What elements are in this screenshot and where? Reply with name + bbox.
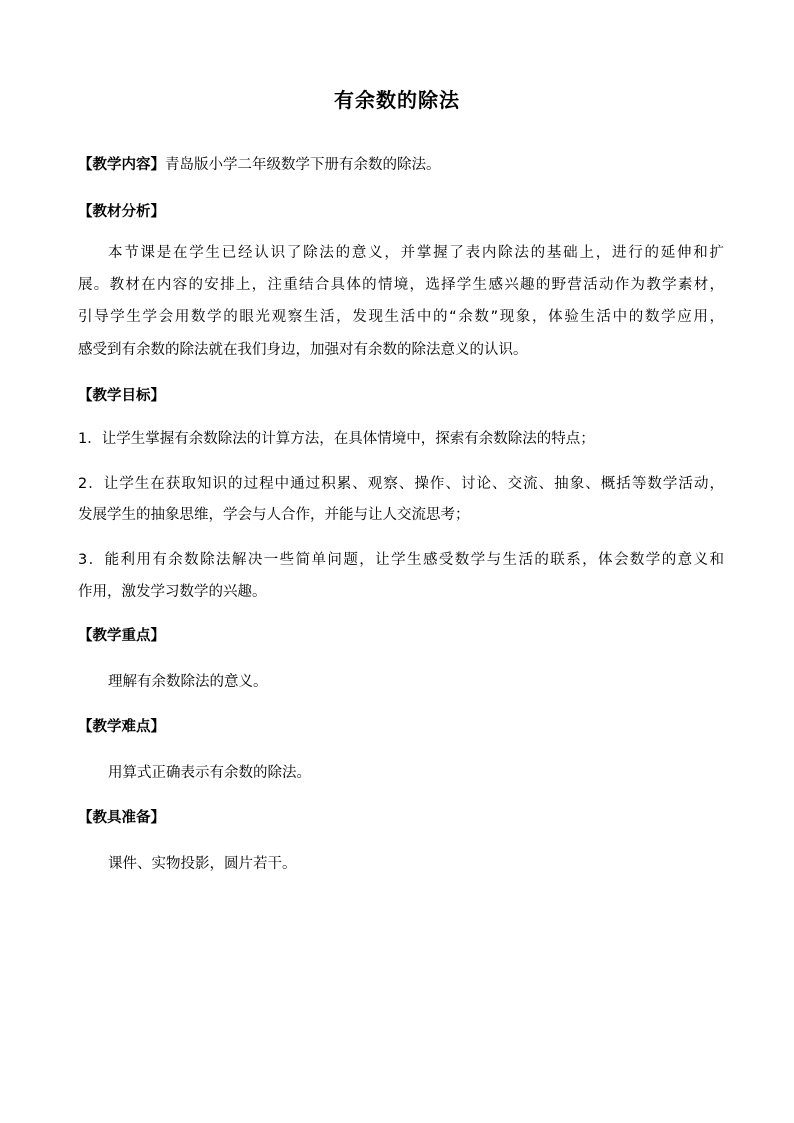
goal-2-line-2: 发展学生的抽象思维，学会与人合作，并能与让人交流思考；	[78, 507, 470, 523]
teaching-content-text: 青岛版小学二年级数学下册有余数的除法。	[165, 157, 441, 173]
teaching-content-line	[78, 155, 724, 175]
analysis-line-4: 感受到有余数的除法就在我们身边，加强对有余数的除法意义的认识。	[78, 342, 528, 358]
analysis-line-2: 展。教材在内容的安排上，注重结合具体的情境，选择学生感兴趣的野营活动作为教学素材，	[78, 277, 724, 293]
tools-heading: 【教具准备】	[78, 810, 165, 826]
tools-text: 课件、实物投影，圆片若干。	[108, 856, 297, 872]
document-title: 有余数的除法	[334, 88, 460, 112]
key-point-heading: 【教学重点】	[78, 628, 165, 644]
goals-heading: 【教学目标】	[78, 388, 165, 404]
goal-3-line-2: 作用，激发学习数学的兴趣。	[78, 584, 267, 600]
difficulty-text: 用算式正确表示有余数的除法。	[108, 765, 311, 781]
teaching-content-label: 【教学内容】	[78, 157, 165, 173]
difficulty-heading: 【教学难点】	[78, 719, 165, 735]
analysis-line-1: 本节课是在学生已经认识了除法的意义，并掌握了表内除法的基础上，进行的延伸和扩	[108, 245, 724, 261]
key-point-text: 理解有余数除法的意义。	[108, 674, 268, 690]
goal-1: 1．让学生掌握有余数除法的计算方法，在具体情境中，探索有余数除法的特点；	[78, 431, 595, 447]
goal-3-line-1: 3．能利用有余数除法解决一些简单问题，让学生感受数学与生活的联系，体会数学的意义和	[78, 552, 724, 568]
analysis-heading: 【教材分析】	[78, 204, 165, 220]
goal-2-line-1: 2．让学生在获取知识的过程中通过积累、观察、操作、讨论、交流、抽象、概括等数学活动，	[78, 476, 724, 492]
analysis-line-3: 引导学生学会用数学的眼光观察生活，发现生活中的“余数”现象，体验生活中的数学应用，	[78, 309, 724, 325]
